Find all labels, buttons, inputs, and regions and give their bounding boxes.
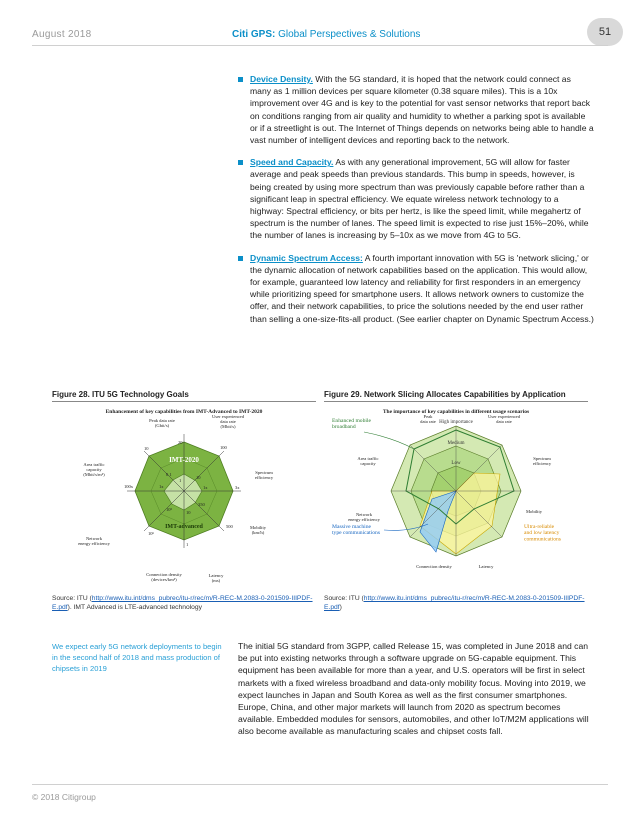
figure28-axes (127, 434, 241, 548)
axis-label: Mobility (km/h) (249, 525, 267, 536)
tick-label: 10 (144, 446, 149, 451)
bullet-list (238, 73, 594, 335)
bullet-title: Device Density. (250, 74, 313, 84)
axis-label: Spectrum efficiency (254, 470, 274, 481)
axis-label: Spectrum efficiency (532, 456, 552, 467)
imt-advanced-label: IMT-advanced (165, 524, 203, 530)
header-brand: Citi GPS: (232, 29, 276, 40)
footer-copyright: © 2018 Citigroup (32, 792, 96, 802)
source-prefix: Source: ITU ( (324, 595, 364, 602)
axis-label: Connection density (416, 564, 452, 569)
tick-label: 100 (220, 445, 227, 450)
tick-label: 10⁶ (148, 531, 155, 536)
axis-label: User experienced data rate (487, 414, 521, 425)
header-date: August 2018 (32, 29, 92, 40)
figure28-chart-title: Enhancement of key capabilities from IMT-Advanced to IMT-2020 (105, 409, 263, 415)
axis-label: Peak data rate (420, 414, 436, 425)
axis-label: Peak data rate (Gbit/s) (149, 418, 175, 429)
bullet-text: A fourth important innovation with 5G is 'network slicing,' or the dynamic allocation of network capabilities based on the application. This would allow, for example, guaranteed low latency and reliability for first responders in an emergency while prioritizing speed for smartphone users. It allows network owners to customize the offer, and their network capabilities, to price the solutions needed by the end user rather than selling a one-size-fits-all product. (See earlier chapter on Dynamic Spectrum Access.) (250, 252, 594, 324)
tick-label: 100x (124, 484, 133, 489)
figure28-rule (52, 401, 316, 402)
axis-label: Latency (ms) (208, 573, 224, 584)
figure29-chart-title: The importance of key capabilities in different usage scenarios (382, 409, 530, 415)
figure28-source (52, 594, 320, 612)
tick-label: 10 (196, 475, 201, 480)
bullet-square-icon (238, 160, 243, 165)
level-label: Medium (447, 441, 465, 446)
bullet-text: With the 5G standard, it is hoped that the network could connect as many as 1 million devices per square kilometer (0.38 square miles). This is a 10x improvement over 4G and is key to the potential for vast sensor networks that report back on conditions ranging from air quality and humidity to whether a parking spot is available or if a streetlight is out. The Internet of Things depends on networks being able to handle a vast number of intelligent devices and reporting back to the network. (250, 74, 594, 146)
axis-label: Latency (478, 564, 494, 569)
figure29-chart (324, 404, 588, 592)
axis-label: Mobility (525, 509, 543, 514)
page-header (0, 0, 640, 60)
source-suffix: ) (339, 604, 342, 611)
sidenote: We expect early 5G network deployments to begin in the second half of 2018 and mass production of chipsets in 2019 (52, 642, 222, 673)
bullet-speed-capacity (238, 156, 594, 241)
bullet-text: As with any generational improvement, 5G will allow for faster average and peak speeds than previous standards. This bump in speeds, however, is being created by using more spectrum than was previously capable before rather than a significant leap in spectral efficiency. We equate wireless network technology to a highway: Spectral efficiency, or bits per hertz, is like the speed limit, while megahertz of spectrum is the number of lanes. The speed limit is expected to rise just 15%–20%, while the number of lanes is increasing by 5–10x as we move from 4G to 5G. (250, 157, 589, 241)
bullet-device-density (238, 73, 594, 146)
tick-label: 10⁵ (166, 507, 173, 512)
header-publication (232, 29, 420, 40)
bullet-title: Dynamic Spectrum Access: (250, 252, 363, 263)
tick-label: 0.1 (166, 472, 172, 477)
axis-label: Network energy efficiency (348, 512, 380, 523)
figure28-source-link[interactable]: http://www.itu.int/dms_pubrec/itu-r/rec/m/R-REC-M.2083-0-201509-IIIPDF-E.pdf (52, 595, 313, 611)
tick-label: 1 (186, 542, 189, 547)
page-number-badge: 51 (587, 18, 623, 46)
figure28-chart (52, 404, 316, 592)
bullet-square-icon (238, 77, 243, 82)
axis-label: User experienced data rate (Mbit/s) (211, 414, 245, 430)
axis-label: Area traffic capacity (357, 456, 379, 467)
figure28-title: Figure 28. ITU 5G Technology Goals (52, 390, 189, 399)
figure29-source-link[interactable]: http://www.itu.int/dms_pubrec/itu-r/rec/m/R-REC-M.2083-0-201509-IIIPDF-E.pdf (324, 595, 585, 611)
tick-label: 1 (179, 478, 182, 483)
figure29-radar-svg (324, 404, 588, 592)
axis-label: Connection density (devices/km²) (146, 572, 182, 583)
main-paragraph: The initial 5G standard from 3GPP, called Release 15, was completed in June 2018 and can be put into existing networks through a software upgrade on 5G-capable equipment. This equipment has been available for more than a year, and U.S. operators will be first in select markets with a fixed wireless broadband and data-only mobility focus. Moving into 2019, we expect launches in Japan and South Korea as well as the first consumer smartphones. Europe, China, and other major markets will launch from 2020 as spectrum becomes available. Embedded modules for sensors, automobiles, and other IoT/M2M applications will also become available as manufacturing scales and chipset costs fall. (238, 641, 589, 737)
scenario-label-urllc: Ultra-reliable and low latency communications (524, 524, 561, 543)
axis-label: Area traffic capacity (Mbit/s/m²) (83, 462, 105, 478)
source-prefix: Source: ITU ( (52, 595, 92, 602)
tick-label: 3x (235, 485, 240, 490)
imt2020-label: IMT-2020 (169, 456, 199, 464)
figure29-source (324, 594, 590, 612)
figure29-rule (324, 401, 588, 402)
level-label: Low (451, 461, 461, 466)
tick-label: 350 (198, 502, 205, 507)
tick-label: 1x (159, 484, 164, 489)
tick-label: 500 (226, 524, 233, 529)
header-subtitle: Global Perspectives & Solutions (278, 29, 421, 40)
bullet-title: Speed and Capacity. (250, 157, 334, 168)
footer-divider (32, 784, 608, 785)
tick-label: 1x (203, 485, 208, 490)
level-label: High importance (439, 420, 473, 425)
bullet-square-icon (238, 256, 243, 261)
figure28-radar-svg (52, 404, 316, 592)
tick-label: 10 (186, 510, 191, 515)
source-suffix: ). IMT Advanced is LTE-advanced technology (67, 604, 202, 611)
scenario-label-mmtc: Massive machine type communications (332, 524, 381, 537)
embb-leader-line (364, 432, 414, 449)
tick-label: 20 (178, 440, 183, 445)
axis-label: Network energy efficiency (78, 536, 110, 547)
figure29-title: Figure 29. Network Slicing Allocates Capabilities by Application (324, 390, 566, 399)
scenario-label-embb: Enhanced mobile broadband (332, 418, 371, 431)
bullet-dynamic-spectrum (238, 252, 594, 325)
header-divider (32, 45, 608, 46)
